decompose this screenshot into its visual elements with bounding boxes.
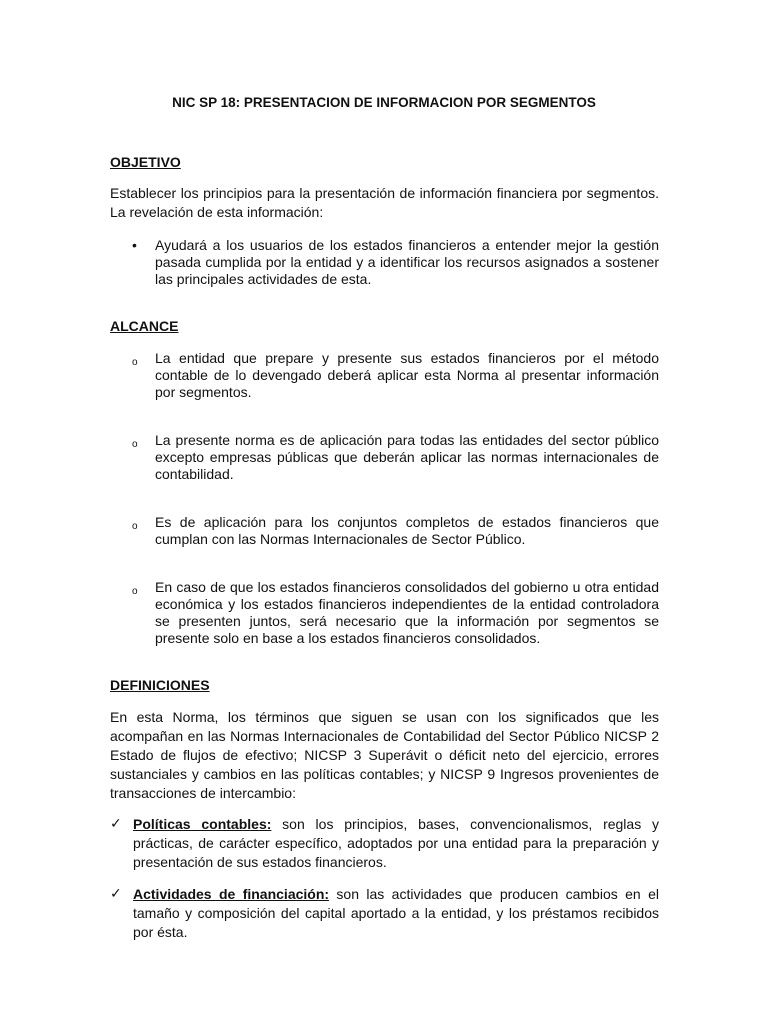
- bullet-icon: •: [132, 237, 137, 253]
- objetivo-bullet-text: Ayudará a los usuarios de los estados financieros a entender mejor la gestión pasada cumplida por la entidad y a identificar los recursos asignados a sostener las principales actividades de esta.: [155, 237, 659, 287]
- checkmark-icon: ✓: [110, 885, 122, 901]
- alcance-item-text: Es de aplicación para los conjuntos completos de estados financieros que cumplan con las Normas Internacionales de Sector Público.: [155, 514, 659, 547]
- alcance-item-text: La presente norma es de aplicación para todas las entidades del sector público excepto empresas públicas que deberán aplicar las normas internacionales de contabilidad.: [155, 432, 659, 482]
- alcance-item-text: La entidad que prepare y presente sus estados financieros por el método contable de lo devengado deberá aplicar esta Norma al presentar información por segmentos.: [155, 350, 659, 400]
- objetivo-paragraph: Establecer los principios para la presentación de información financiera por segmentos. La revelación de esta información:: [110, 185, 659, 220]
- definition-term: Políticas contables:: [133, 816, 272, 832]
- section-heading-alcance: ALCANCE: [110, 318, 179, 334]
- definition-body: son las actividades que producen cambios en el tamaño y composición del capital aportado a la entidad, y los préstamos recibidos por ésta.: [133, 886, 659, 940]
- definition-text: [133, 815, 659, 872]
- circle-bullet-icon: o: [132, 521, 138, 532]
- definiciones-paragraph: En esta Norma, los términos que siguen se usan con los significados que les acompañan en las Normas Internacionales de Contabilidad del Sector Público NICSP 2 Estado de flujos de efectivo; NICSP 3 Superávit o déficit neto del ejercicio, errores sustanciales y cambios en las políticas contables; y NICSP 9 Ingresos provenientes de transacciones de intercambio:: [110, 709, 659, 801]
- section-heading-objetivo: OBJETIVO: [110, 154, 181, 170]
- circle-bullet-icon: o: [132, 586, 138, 597]
- section-heading-definiciones: DEFINICIONES: [110, 677, 210, 693]
- page-title: NIC SP 18: PRESENTACION DE INFORMACION POR SEGMENTOS: [172, 95, 596, 110]
- circle-bullet-icon: o: [132, 357, 138, 368]
- alcance-item-text: En caso de que los estados financieros consolidados del gobierno u otra entidad económica y los estados financieros independientes de la entidad controladora se presenten juntos, será necesario que la información por segmentos se presente solo en base a los estados financieros consolidados.: [155, 579, 659, 646]
- checkmark-icon: ✓: [110, 815, 122, 831]
- circle-bullet-icon: o: [132, 439, 138, 450]
- definition-body: son los principios, bases, convencionalismos, reglas y prácticas, de carácter específico, adoptados por una entidad para la preparación y presentación de sus estados financieros.: [133, 816, 659, 870]
- definition-text: [133, 885, 659, 942]
- definition-term: Actividades de financiación:: [133, 886, 330, 902]
